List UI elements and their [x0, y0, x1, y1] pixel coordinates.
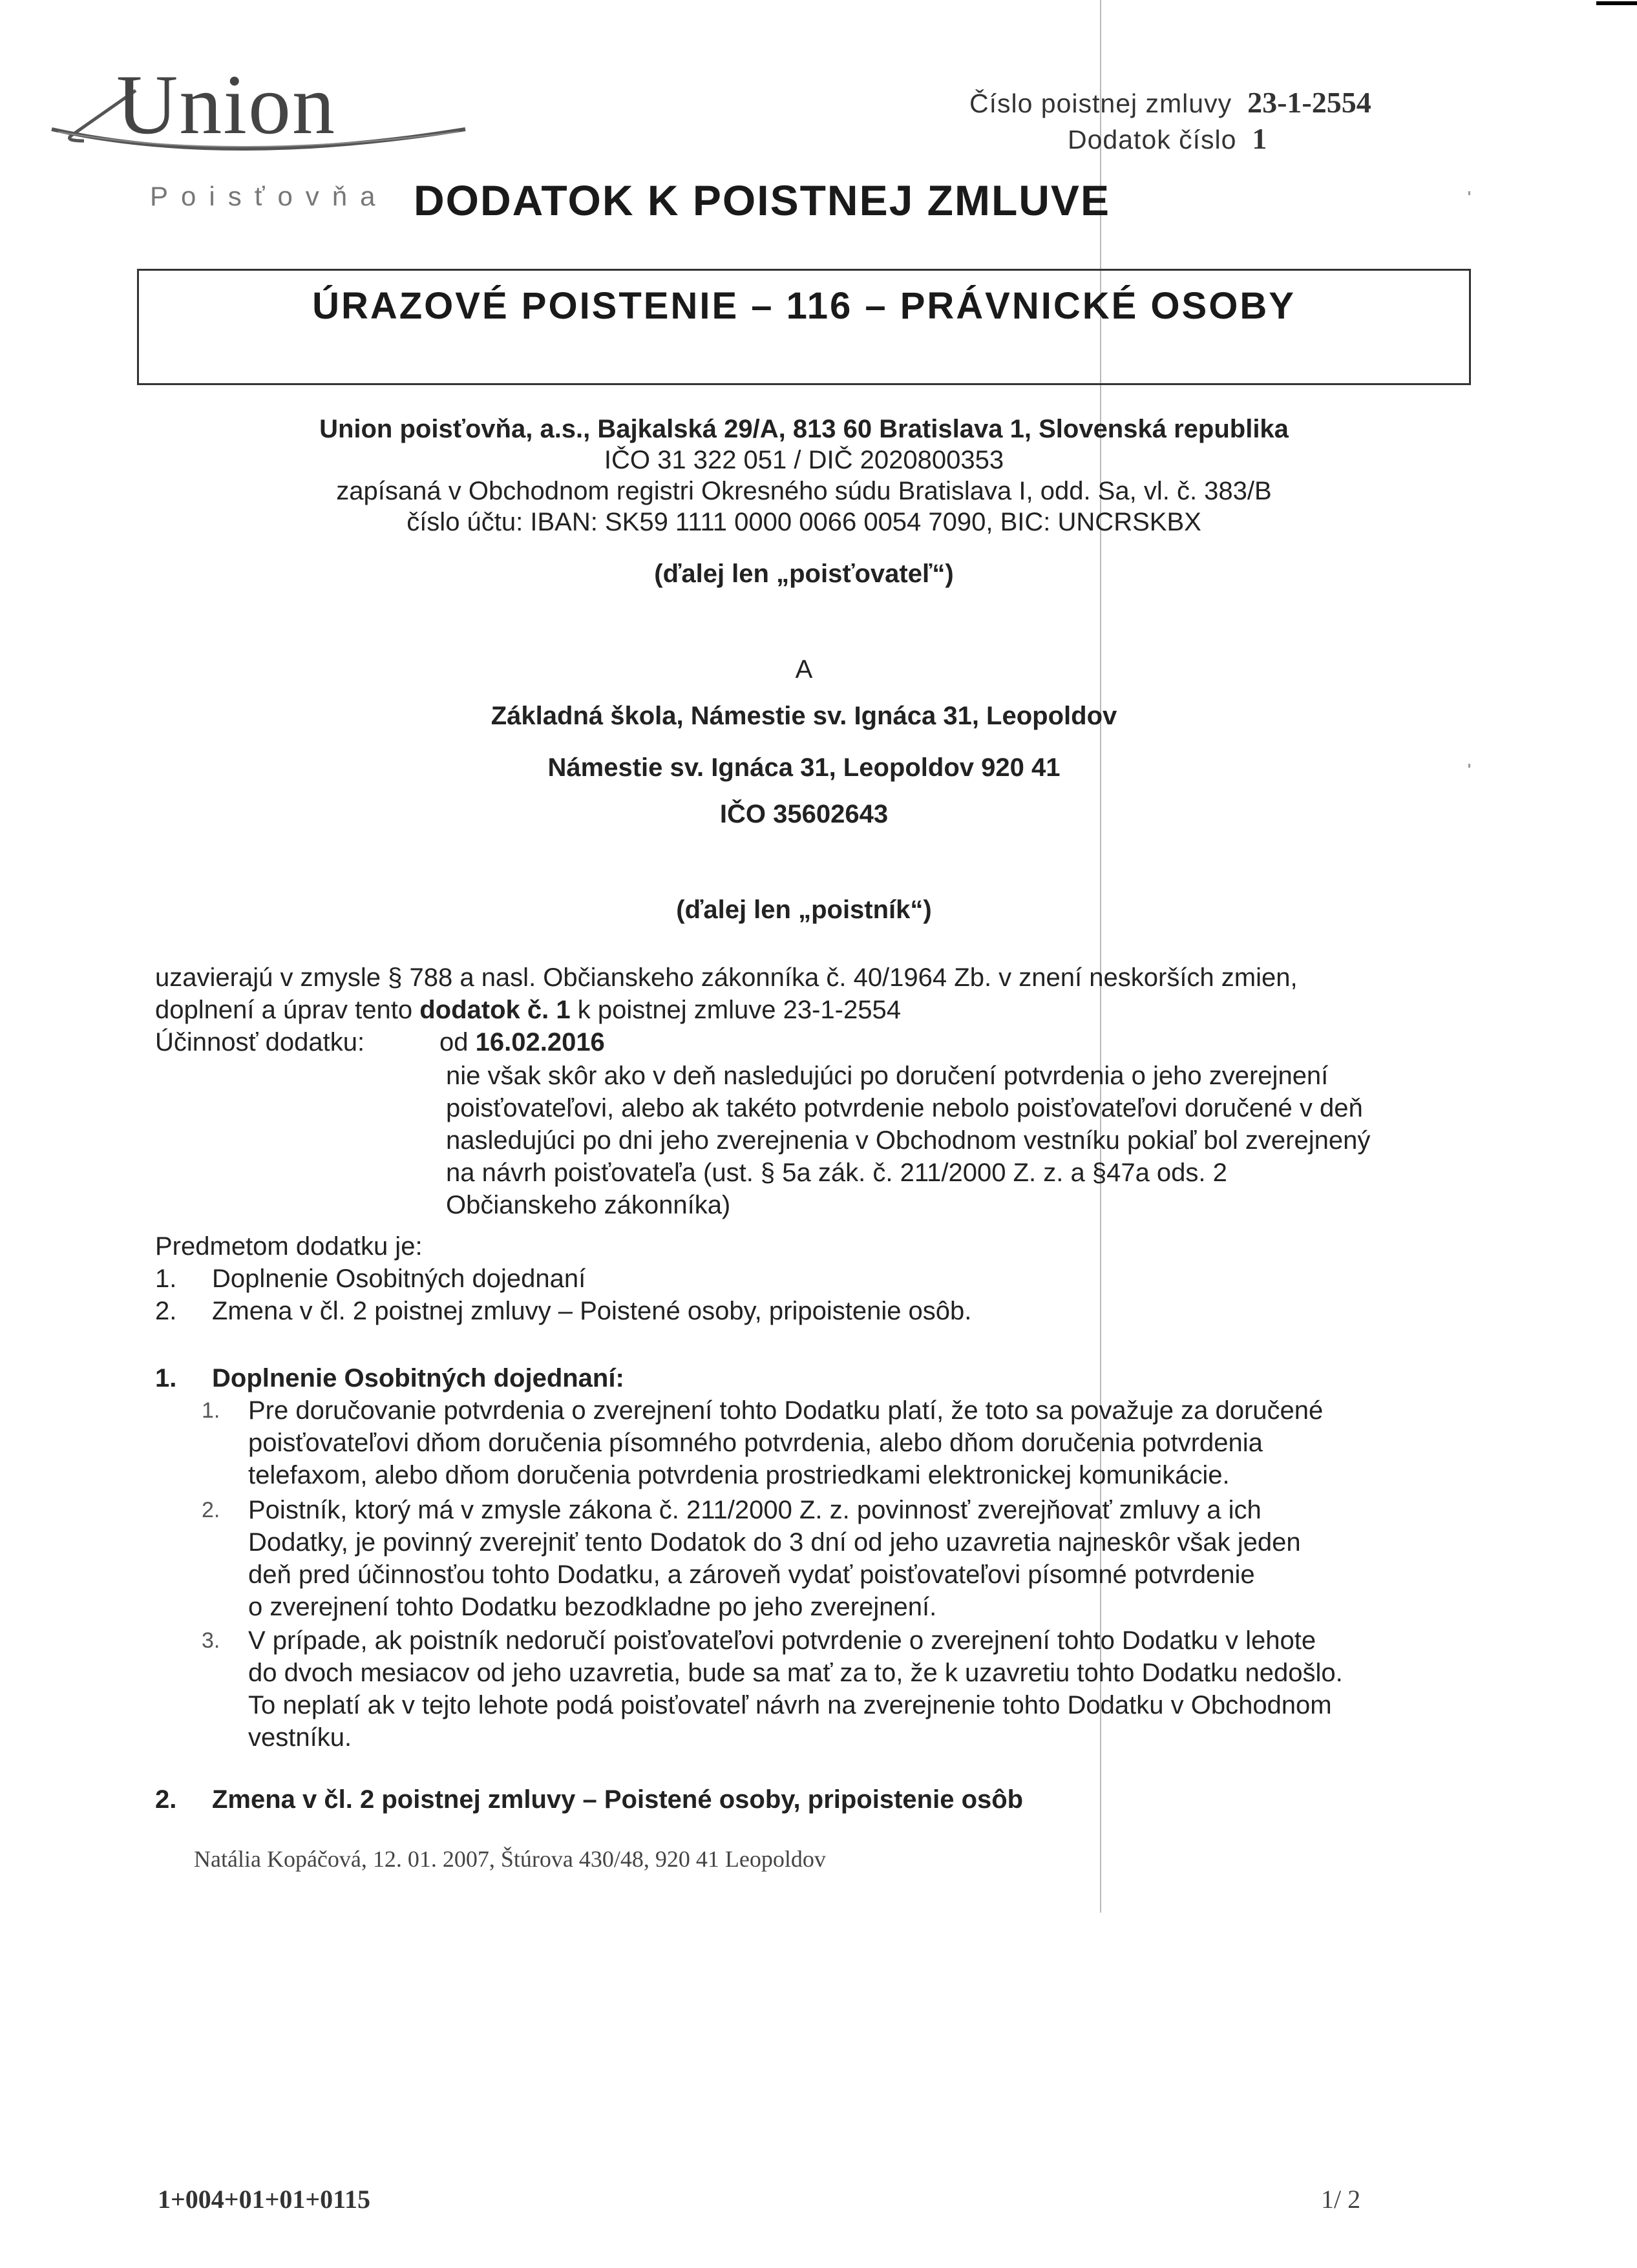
- subject-item: [155, 1263, 586, 1295]
- insurer-alias: (ďalej len „poisťovateľ“): [654, 560, 954, 588]
- addendum-number-value: 1: [1252, 122, 1267, 155]
- intro-line-2: [155, 994, 901, 1026]
- effective-condition-line: Občianskeho zákonníka): [446, 1191, 731, 1219]
- policyholder-alias: (ďalej len „poistník“): [676, 896, 932, 924]
- effective-condition-line: na návrh poisťovateľa (ust. § 5a zák. č. 211/2000 Z. z. a §47a ods. 2: [446, 1159, 1227, 1187]
- effective-row: [155, 1026, 605, 1058]
- scan-dot: [1468, 191, 1470, 195]
- intro-text: doplnení a úprav tento: [155, 996, 420, 1024]
- section-1-item: [202, 1394, 1455, 1491]
- text-line: Pre doručovanie potvrdenia o zverejnení tohto Dodatku platí, že toto sa považuje za doručené: [248, 1396, 1324, 1425]
- subject-item-text: Zmena v čl. 2 poistnej zmluvy – Poistené osoby, pripoistenie osôb.: [212, 1297, 972, 1325]
- text-line: To neplatí ak v tejto lehote podá poisťovateľ návrh na zverejnenie tohto Dodatku v Obchodnom: [248, 1691, 1332, 1719]
- text-line: telefaxom, alebo dňom doručenia potvrdenia prostriedkami elektronickej komunikácie.: [248, 1461, 1230, 1489]
- contract-number-label: Číslo poistnej zmluvy: [969, 89, 1232, 118]
- effective-condition-line: nasledujúci po dni jeho zverejnenia v Obchodnom vestníku pokiaľ bol zverejnený: [446, 1126, 1371, 1155]
- footer-document-code: 1+004+01+01+0115: [158, 2185, 370, 2214]
- section-1-item-text: [248, 1494, 1455, 1623]
- policyholder-address: Námestie sv. Ignáca 31, Leopoldov 920 41: [547, 753, 1061, 782]
- effective-label: Účinnosť dodatku:: [155, 1028, 365, 1056]
- intro-text-end: k poistnej zmluve 23-1-2554: [570, 996, 901, 1024]
- text-line: Dodatky, je povinný zverejniť tento Dodatok do 3 dní od jeho uzavretia najneskôr však jeden: [248, 1528, 1301, 1557]
- section-1-item-number: 2.: [202, 1498, 220, 1522]
- section-1-number: 1.: [155, 1364, 177, 1392]
- addendum-ref: dodatok č. 1: [419, 996, 571, 1024]
- subject-item: [155, 1295, 971, 1327]
- insurer-line-1: Union poisťovňa, a.s., Bajkalská 29/A, 813 60 Bratislava 1, Slovenská republika: [319, 415, 1289, 443]
- section-1-title: Doplnenie Osobitných dojednaní:: [212, 1364, 624, 1392]
- text-line: o zverejnení tohto Dodatku bezodkladne po jeho zverejnení.: [248, 1593, 937, 1621]
- subject-heading: Predmetom dodatku je:: [155, 1232, 423, 1261]
- effective-condition-line: nie však skôr ako v deň nasledujúci po doručení potvrdenia o jeho zverejnení: [446, 1062, 1329, 1090]
- text-line: deň pred účinnosťou tohto Dodatku, a zároveň vydať poisťovateľovi písomné potvrdenie: [248, 1560, 1255, 1589]
- section-1-heading: [155, 1362, 624, 1394]
- insurer-line-2: IČO 31 322 051 / DIČ 2020800353: [604, 446, 1004, 474]
- section-1-item-text: [248, 1394, 1455, 1491]
- section-1-item: [202, 1624, 1455, 1754]
- policyholder-ico: IČO 35602643: [719, 800, 889, 828]
- section-1-item: [202, 1494, 1455, 1623]
- intro-line-1: uzavierajú v zmysle § 788 a nasl. Občianskeho zákonníka č. 40/1964 Zb. v znení neskorších zmien,: [155, 963, 1298, 992]
- text-line: do dvoch mesiacov od jeho uzavretia, bude sa mať za to, že k uzavretiu tohto Dodatku nedošlo.: [248, 1659, 1343, 1687]
- union-logo-wordmark: Union: [116, 57, 336, 152]
- section-1-item-text: [248, 1624, 1455, 1754]
- section-2-title: Zmena v čl. 2 poistnej zmluvy – Poistené osoby, pripoistenie osôb: [212, 1785, 1024, 1814]
- addendum-number-label: Dodatok číslo: [1068, 125, 1237, 154]
- policyholder-name: Základná škola, Námestie sv. Ignáca 31, Leopoldov: [491, 702, 1117, 730]
- addendum-number-line: [1068, 121, 1267, 156]
- section-2-number: 2.: [155, 1785, 177, 1814]
- subject-item-number: 2.: [155, 1297, 177, 1325]
- text-line: poisťovateľovi dňom doručenia písomného potvrdenia, alebo dňom doručenia potvrdenia: [248, 1429, 1263, 1457]
- effective-condition-line: poisťovateľovi, alebo ak takéto potvrdenie nebolo poisťovateľovi doručené v deň: [446, 1094, 1363, 1122]
- subject-item-text: Doplnenie Osobitných dojednaní: [212, 1265, 586, 1293]
- insurance-type-title: ÚRAZOVÉ POISTENIE – 116 – PRÁVNICKÉ OSOBY: [312, 285, 1296, 327]
- conjunction: A: [795, 655, 813, 684]
- contract-number-line: [969, 85, 1371, 120]
- effective-date: 16.02.2016: [475, 1028, 605, 1056]
- signature-note: Natália Kopáčová, 12. 01. 2007, Štúrova 430/48, 920 41 Leopoldov: [194, 1846, 826, 1872]
- section-1-item-number: 1.: [202, 1398, 220, 1423]
- insurer-line-4: číslo účtu: IBAN: SK59 1111 0000 0066 0054 7090, BIC: UNCRSKBX: [407, 508, 1201, 536]
- document-title: DODATOK K POISTNEJ ZMLUVE: [414, 176, 1110, 224]
- text-line: vestníku.: [248, 1723, 352, 1752]
- footer-page-number: 1/ 2: [1321, 2185, 1361, 2214]
- insurer-line-3: zapísaná v Obchodnom registri Okresného súdu Bratislava I, odd. Sa, vl. č. 383/B: [336, 477, 1272, 505]
- text-line: V prípade, ak poistník nedoručí poisťovateľovi potvrdenie o zverejnení tohto Dodatku v lehote: [248, 1626, 1316, 1655]
- effective-from: od: [439, 1028, 476, 1056]
- effective-conditions: [446, 1060, 1454, 1221]
- contract-number-value: 23-1-2554: [1247, 86, 1371, 119]
- scan-edge-mark: [1596, 1, 1637, 5]
- text-line: Poistník, ktorý má v zmysle zákona č. 211/2000 Z. z. povinnosť zverejňovať zmluvy a ich: [248, 1496, 1262, 1524]
- section-2-heading: [155, 1783, 1023, 1816]
- section-1-item-number: 3.: [202, 1628, 220, 1653]
- subject-item-number: 1.: [155, 1265, 177, 1293]
- union-logo-subtitle: Poisťovňa: [150, 181, 388, 211]
